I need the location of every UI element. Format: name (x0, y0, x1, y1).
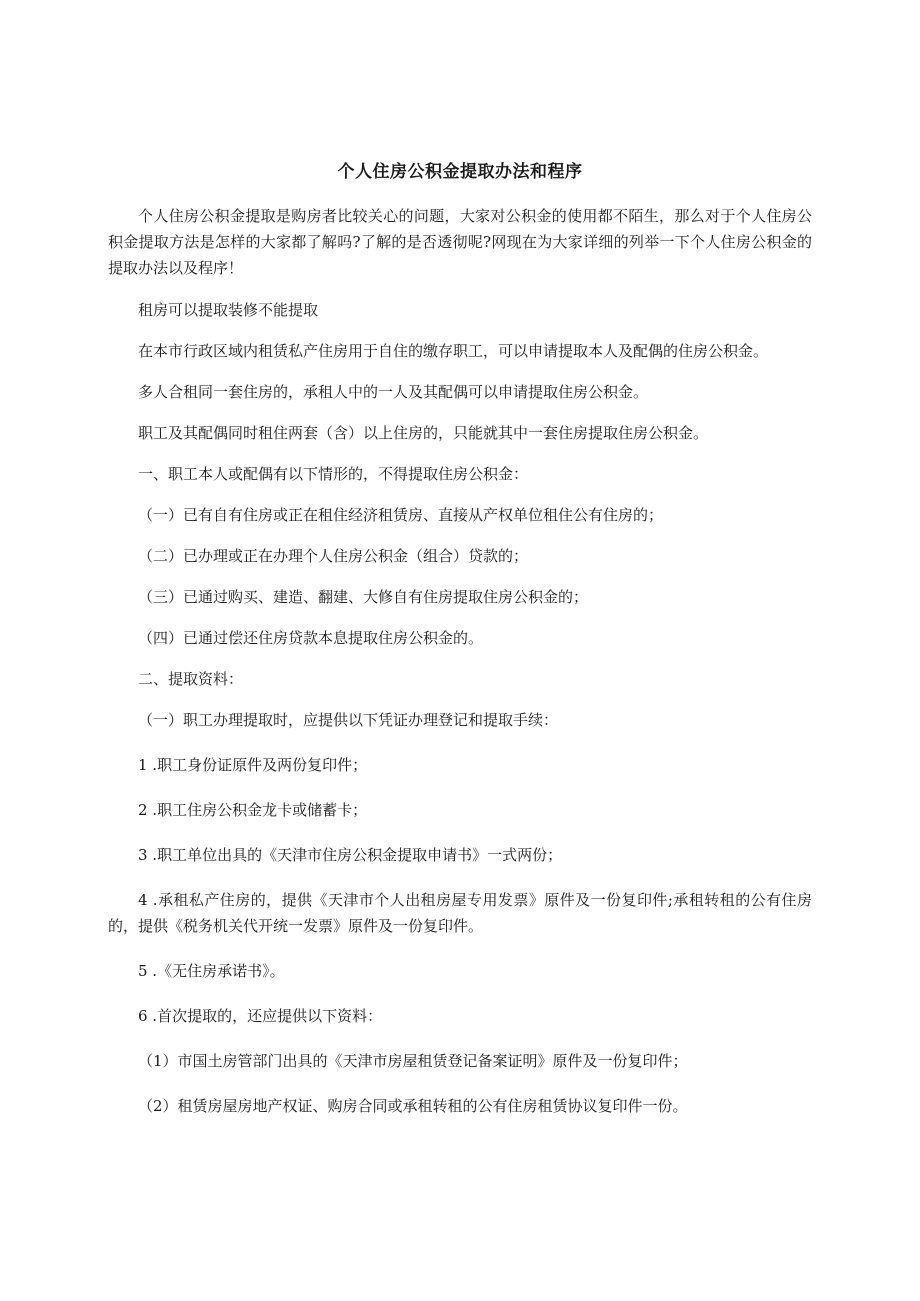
list-item: （一）职工办理提取时，应提供以下凭证办理登记和提取手续： (138, 711, 559, 729)
list-item: 2 .职工住房公积金龙卡或储蓄卡； (138, 801, 368, 819)
paragraph-intro: 个人住房公积金提取是购房者比较关心的问题，大家对公积金的使用都不陌生，那么对于个人住房公积金提取方法是怎样的大家都了解吗?了解的是否透彻呢?网现在为大家详细的列举一下个人住房公积金的提取办法以及程序！ (108, 207, 812, 277)
section-heading-1: 一、职工本人或配偶有以下情形的，不得提取住房公积金： (138, 465, 529, 483)
list-item: 3 .职工单位出具的《天津市住房公积金提取申请书》一式两份； (138, 846, 563, 864)
list-item: （四）已通过偿还住房贷款本息提取住房公积金的。 (138, 629, 484, 647)
paragraph-shared-rent: 多人合租同一套住房的，承租人中的一人及其配偶可以申请提取住房公积金。 (138, 383, 649, 401)
section-heading-2: 二、提取资料： (138, 670, 244, 688)
list-item: 4 .承租私产住房的，提供《天津市个人出租房屋专用发票》原件及一份复印件;承租转租的公有住房的，提供《税务机关代开统一发票》原件及一份复印件。 (108, 891, 812, 935)
list-item: （1）市国土房管部门出具的《天津市房屋租赁登记备案证明》原件及一份复印件； (138, 1052, 688, 1070)
list-item: （2）租赁房屋房地产权证、购房合同或承租转租的公有住房租赁协议复印件一份。 (138, 1097, 688, 1115)
list-item: （一）已有自有住房或正在租住经济租赁房、直接从产权单位租住公有住房的； (138, 506, 664, 524)
document-body (108, 203, 812, 1138)
paragraph-two-houses: 职工及其配偶同时租住两套（含）以上住房的，只能就其中一套住房提取住房公积金。 (138, 424, 709, 442)
document-title: 个人住房公积金提取办法和程序 (337, 162, 583, 182)
paragraph-subheading-rent: 租房可以提取装修不能提取 (138, 301, 319, 319)
list-item: 1 .职工身份证原件及两份复印件； (138, 756, 368, 774)
list-item: 6 .首次提取的，还应提供以下资料： (138, 1007, 383, 1025)
paragraph-rent-private: 在本市行政区域内租赁私产住房用于自住的缴存职工，可以申请提取本人及配偶的住房公积金。 (138, 342, 769, 360)
list-item: 5 .《无住房承诺书》。 (138, 962, 285, 980)
list-item: （二）已办理或正在办理个人住房公积金（组合）贷款的； (138, 547, 529, 565)
list-item: （三）已通过购买、建造、翻建、大修自有住房提取住房公积金的； (138, 588, 589, 606)
